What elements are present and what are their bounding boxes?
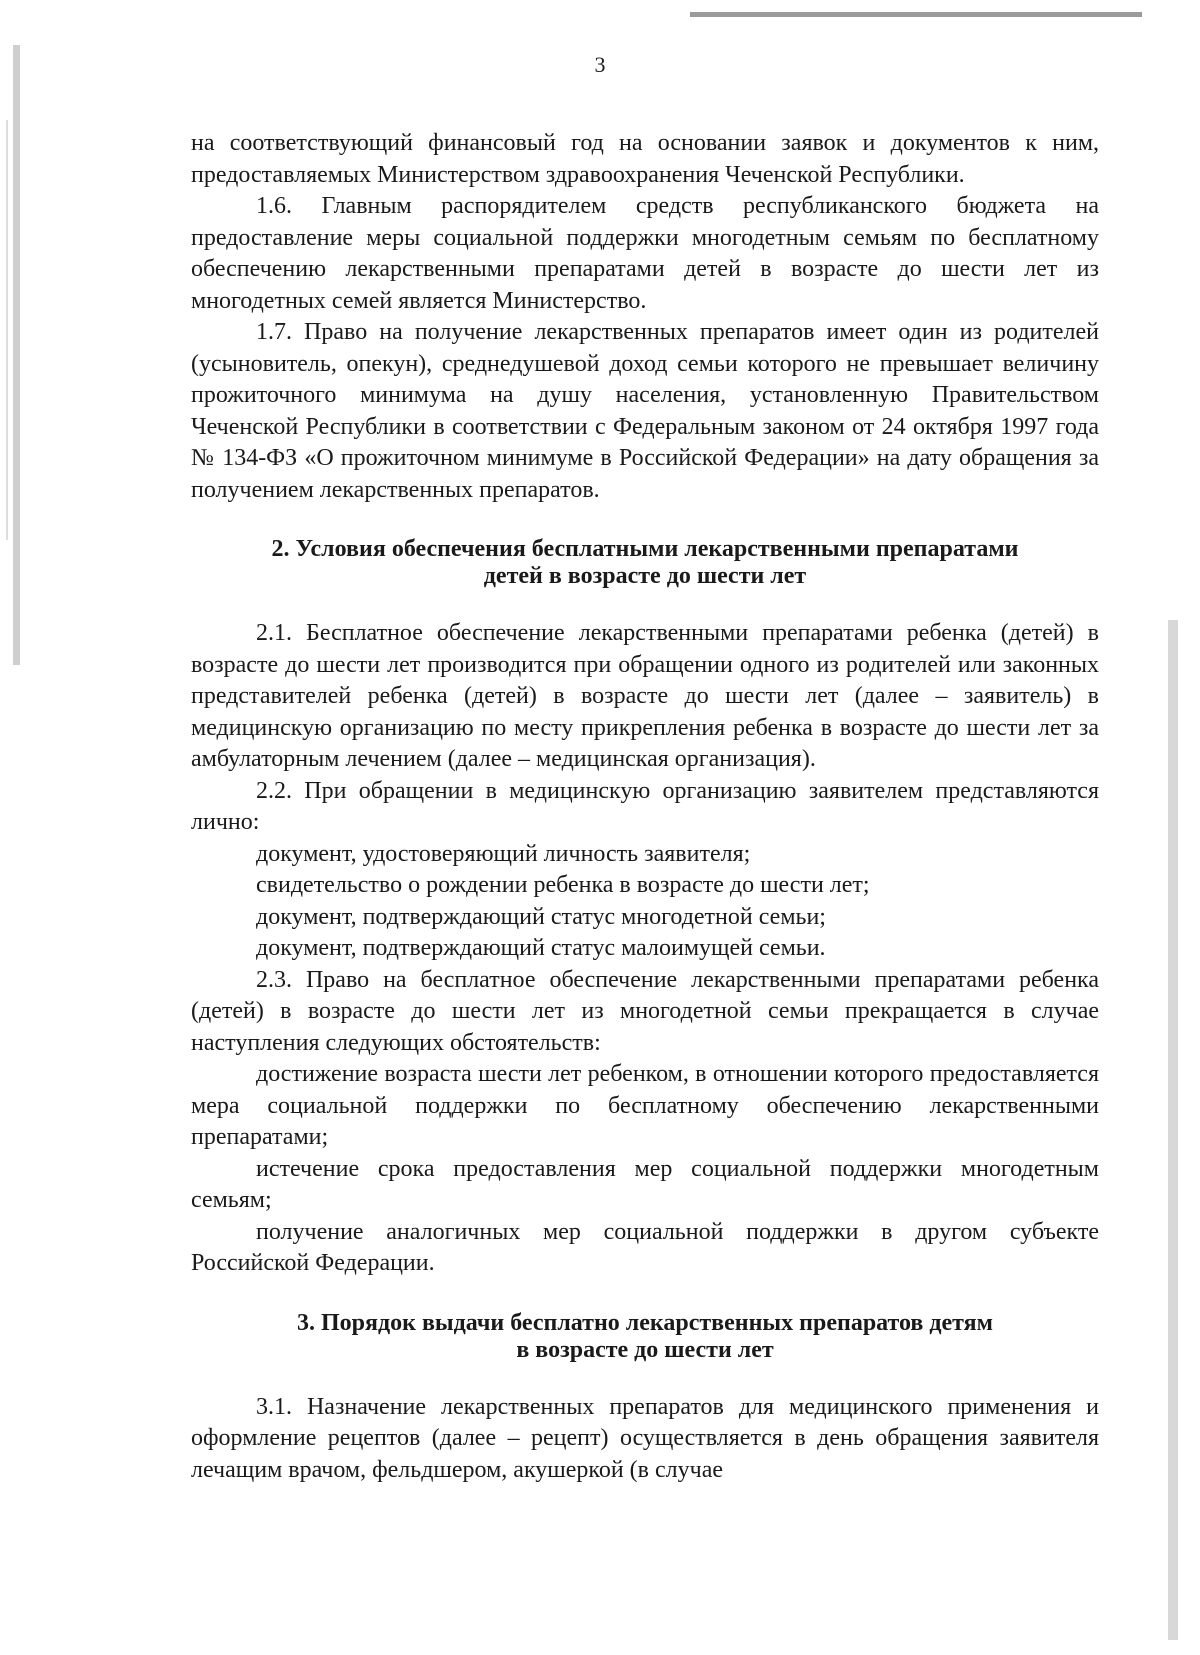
document-list-item: документ, подтверждающий статус малоимущей семьи. [256, 935, 826, 961]
paragraph-1-7: 1.7. Право на получение лекарственных препаратов имеет один из родителей (усыновитель, опекун), среднедушевой доход семьи которого не превышает величину прожиточного минимума на душу населения, установленную Правительством Чеченской Республики в соответствии с Федеральным законом от 24 октября 1997 года № 134-ФЗ «О прожиточном минимуме в Российской Федерации» на дату обращения за получением лекарственных препаратов. [191, 319, 1099, 503]
section-2-heading-line-1: 2. Условия обеспечения бесплатными лекарственными препаратами [271, 536, 1019, 562]
document-list-item: документ, удостоверяющий личность заявителя; [256, 840, 751, 867]
termination-item: истечение срока предоставления мер социальной поддержки многодетным семьям; [191, 1155, 1099, 1213]
document-list-item: свидетельство о рождении ребенка в возрасте до шести лет; [256, 872, 870, 898]
intro-paragraph: на соответствующий финансовый год на основании заявок и документов к ним, предоставляемых Министерством здравоохранения Чеченской Республики. [191, 130, 1099, 188]
scan-artifact-left-thin [6, 120, 8, 540]
scan-artifact-right [1168, 620, 1178, 1640]
section-2-heading [191, 536, 1099, 590]
paragraph-2-2: 2.2. При обращении в медицинскую организацию заявителем представляются лично: [191, 777, 1099, 835]
section-3-heading-line-1: 3. Порядок выдачи бесплатно лекарственных препаратов детям [297, 1309, 993, 1336]
section-3-heading [191, 1310, 1099, 1364]
page-number: 3 [594, 52, 606, 77]
paragraph-2-3: 2.3. Право на бесплатное обеспечение лекарственными препаратами ребенка (детей) в возрасте до шести лет из многодетной семьи прекращается в случае наступления следующих обстоятельств: [191, 966, 1099, 1056]
document-list-item: документ, подтверждающий статус многодетной семьи; [256, 903, 826, 930]
section-3-heading-line-2: в возрасте до шести лет [516, 1336, 774, 1363]
paragraph-2-1: 2.1. Бесплатное обеспечение лекарственными препаратами ребенка (детей) в возрасте до шести лет производится при обращении одного из родителей или законных представителей ребенка (детей) в возрасте до шести лет (далее – заявитель) в медицинскую организацию по месту прикрепления ребенка в возрасте до шести лет за амбулаторным лечением (далее – медицинская организация). [191, 620, 1099, 772]
scan-artifact-left [13, 45, 20, 665]
document-body [191, 128, 1099, 1486]
scan-artifact-top [690, 12, 1142, 17]
paragraph-1-6: 1.6. Главным распорядителем средств республиканского бюджета на предоставление меры социальной поддержки многодетным семьям по бесплатному обеспечению лекарственными препаратами детей в возрасте до шести лет из многодетных семей является Министерство. [191, 193, 1099, 314]
termination-item: достижение возраста шести лет ребенком, в отношении которого предоставляется мера социальной поддержки по бесплатному обеспечению лекарственными препаратами; [191, 1061, 1099, 1150]
section-2-heading-line-2: детей в возрасте до шести лет [483, 563, 807, 589]
paragraph-3-1: 3.1. Назначение лекарственных препаратов для медицинского применения и оформление рецептов (далее – рецепт) осуществляется в день обращения заявителя лечащим врачом, фельдшером, акушеркой (в случае [191, 1393, 1099, 1483]
termination-item: получение аналогичных мер социальной поддержки в другом субъекте Российской Федерации. [191, 1218, 1099, 1276]
